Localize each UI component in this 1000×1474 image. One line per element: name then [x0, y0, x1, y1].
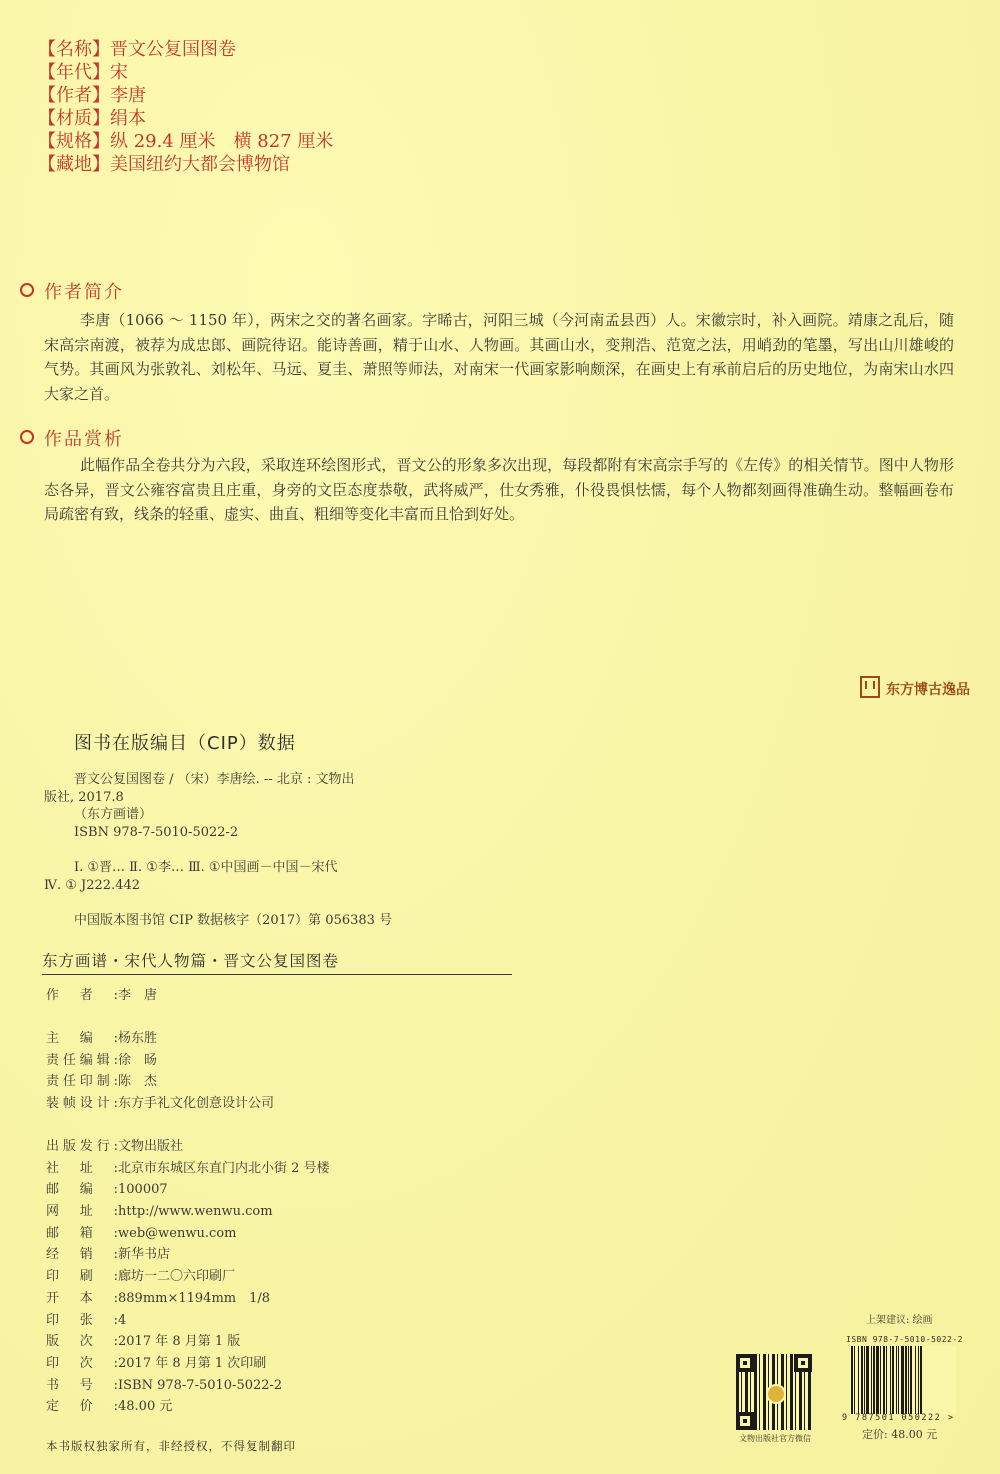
- qr-code-icon: [736, 1354, 812, 1430]
- barcode-isbn: ISBN 978-7-5010-5022-2: [846, 1335, 963, 1344]
- barcode-bar: [880, 1346, 881, 1414]
- credit-value: 北京市东城区东直门内北小街 2 号楼: [118, 1160, 330, 1176]
- credit-key: 邮编:: [46, 1182, 118, 1198]
- credit-row: [46, 1310, 330, 1332]
- qr-logo-icon: [766, 1384, 786, 1404]
- cip-line: Ⅳ. ① J222.442: [44, 877, 141, 893]
- cip-block-2: [44, 859, 464, 894]
- credit-row: [46, 1244, 330, 1266]
- credit-row: [46, 1093, 274, 1115]
- brand-text: 东方博古逸品: [886, 682, 970, 698]
- credit-key: 版次:: [46, 1334, 118, 1350]
- barcode-bar: [896, 1346, 897, 1414]
- cip-line: 中国版本图书馆 CIP 数据核字（2017）第 056383 号: [74, 913, 393, 928]
- credit-value: 陈 杰: [118, 1074, 158, 1090]
- credit-key: 责任编辑:: [46, 1052, 118, 1068]
- cip-line: 版社, 2017.8: [44, 789, 124, 805]
- credit-key: 责任印制:: [46, 1074, 118, 1090]
- credit-value: http://www.wenwu.com: [118, 1204, 273, 1220]
- credit-key: 经销:: [46, 1247, 118, 1263]
- credit-row: [46, 1050, 274, 1072]
- credit-key: 印刷:: [46, 1269, 118, 1285]
- cip-title: 图书在版编目（CIP）数据: [74, 733, 296, 754]
- cip-line: ISBN 978-7-5010-5022-2: [74, 824, 239, 840]
- qr-finder: [736, 1354, 754, 1372]
- credit-key: 装帧设计:: [46, 1096, 118, 1112]
- price-label: 定价: 48.00 元: [862, 1428, 938, 1441]
- brand-logo: [860, 676, 970, 699]
- credit-key: 定价:: [46, 1399, 118, 1415]
- catalog-value: 美国纽约大都会博物馆: [110, 154, 290, 175]
- barcode-bar: [873, 1346, 875, 1414]
- credit-key: 作者:: [46, 988, 118, 1003]
- catalog-label: 【作者】: [38, 85, 110, 106]
- cip-block-1: [44, 771, 464, 841]
- barcode-bar: [876, 1346, 879, 1414]
- credit-value: 廊坊一二〇六印刷厂: [118, 1269, 236, 1285]
- credit-row: [46, 1201, 330, 1223]
- credit-value: 文物出版社: [118, 1139, 184, 1154]
- work-heading: [20, 425, 124, 451]
- catalog-value: 晋文公复国图卷: [110, 39, 236, 60]
- credit-row: [46, 1071, 274, 1093]
- credit-key: 书号:: [46, 1377, 118, 1393]
- cip-line: （东方画谱）: [74, 807, 153, 822]
- credit-value: 100007: [118, 1182, 168, 1198]
- catalog-row: [38, 61, 333, 84]
- catalog-row: [38, 130, 333, 153]
- credit-value: 2017 年 8 月第 1 次印刷: [118, 1355, 267, 1371]
- credit-row: [46, 1158, 330, 1180]
- barcode-bar: [898, 1346, 899, 1414]
- credit-value: 东方手礼文化创意设计公司: [118, 1096, 275, 1112]
- qr-finder: [736, 1412, 754, 1430]
- catalog-label: 【藏地】: [38, 154, 110, 175]
- divider: [42, 974, 512, 975]
- credit-key: 印次:: [46, 1355, 118, 1371]
- catalog-label: 【名称】: [38, 39, 110, 60]
- credit-row: [46, 1028, 274, 1050]
- barcode-bar: [910, 1346, 912, 1414]
- credit-value: web@wenwu.com: [118, 1225, 237, 1241]
- catalog-row: [38, 84, 333, 107]
- barcode-bar: [901, 1346, 904, 1414]
- credit-key: 社址:: [46, 1160, 118, 1176]
- credit-value: 李 唐: [118, 988, 158, 1003]
- credit-value: 徐 旸: [118, 1052, 158, 1068]
- credit-row: [46, 985, 157, 1007]
- barcode-number: 9 787501 050222 >: [842, 1413, 955, 1423]
- credits-editorial: [46, 1028, 274, 1115]
- credit-row: [46, 1266, 330, 1288]
- credit-value: 杨东胜: [118, 1031, 158, 1046]
- catalog-row: [38, 38, 333, 61]
- credit-row: [46, 1375, 330, 1397]
- credit-key: 网址:: [46, 1204, 118, 1220]
- cip-block-3: [44, 912, 464, 930]
- barcode-bar: [851, 1346, 853, 1414]
- barcode-bar: [892, 1346, 894, 1414]
- credit-value: 48.00 元: [118, 1399, 173, 1415]
- barcode-bar: [864, 1346, 865, 1414]
- credit-value: 4: [118, 1312, 127, 1328]
- author-heading: [20, 278, 124, 304]
- credit-value: ISBN 978-7-5010-5022-2: [118, 1377, 283, 1393]
- credit-key: 主编:: [46, 1031, 118, 1046]
- barcode-bar: [886, 1346, 887, 1414]
- work-heading-text: 作品赏析: [44, 429, 124, 450]
- catalog-value: 李唐: [110, 85, 146, 106]
- credit-key: 印张:: [46, 1312, 118, 1328]
- credit-row: [46, 1179, 330, 1201]
- barcode-bar: [915, 1346, 916, 1414]
- barcode-icon: [850, 1346, 956, 1414]
- credit-key: 开本:: [46, 1290, 118, 1306]
- qr-caption: 文物出版社官方微信: [739, 1434, 811, 1443]
- barcode-bar: [918, 1346, 919, 1414]
- barcode-bar: [866, 1346, 869, 1414]
- catalog-row: [38, 153, 333, 176]
- barcode-bar: [854, 1346, 855, 1414]
- work-appreciation: 此幅作品全卷共分为六段，采取连环绘图形式，晋文公的形象多次出现，每段都附有宋高宗手写的《左传》的相关情节。图中人物形态各异，晋文公雍容富贵且庄重，身旁的文臣态度恭敬，武将威严，仕女秀雅，仆役畏惧怯懦，每个人物都刻画得准确生动。整幅画卷布局疏密有致，线条的轻重、虚实、曲直、粗细等变化丰富而且恰到好处。: [44, 456, 954, 523]
- credit-value: 889mm×1194mm 1/8: [118, 1290, 271, 1306]
- catalog-info: [38, 38, 333, 176]
- credit-value: 2017 年 8 月第 1 版: [118, 1334, 241, 1350]
- credits-publishing: [46, 1136, 330, 1418]
- barcode-bar: [861, 1346, 863, 1414]
- qr-code-block: [736, 1354, 814, 1444]
- credit-row: [46, 1136, 330, 1158]
- circle-icon: [20, 430, 34, 444]
- credits-author: [46, 985, 157, 1007]
- cip-line: 晋文公复国图卷 / （宋）李唐绘. -- 北京 : 文物出: [74, 772, 355, 787]
- barcode-bar: [920, 1346, 922, 1414]
- credit-row: [46, 1331, 330, 1353]
- credit-row: [46, 1353, 330, 1375]
- barcode-bar: [908, 1346, 909, 1414]
- catalog-value: 宋: [110, 62, 128, 83]
- catalog-label: 【年代】: [38, 62, 110, 83]
- author-bio: 李唐（1066 ～ 1150 年），两宋之交的著名画家。字晞古，河阳三城（今河南孟县西）人。宋徽宗时，补入画院。靖康之乱后，随宋高宗南渡，被荐为成忠郎、画院待诏。能诗善画，精于山水、人物画。其画山水，变荆浩、范宽之法，用峭劲的笔墨，写出山川雄峻的气势。其画风为张敦礼、刘松年、马远、夏圭、萧照等师法，对南宋一代画家影响颇深，在画史上有承前启后的历史地位，为南宋山水四大家之首。: [44, 311, 954, 403]
- cip-line: Ⅰ. ①晋… Ⅱ. ①李… Ⅲ. ①中国画－中国－宋代: [74, 860, 338, 875]
- seal-icon: [860, 676, 880, 698]
- shelf-suggestion: 上架建议: 绘画: [866, 1315, 933, 1326]
- credit-key: 出版发行:: [46, 1139, 118, 1154]
- credit-row: [46, 1223, 330, 1245]
- catalog-row: [38, 107, 333, 130]
- catalog-label: 【材质】: [38, 108, 110, 129]
- barcode-bar: [883, 1346, 885, 1414]
- barcode-bar: [890, 1346, 891, 1414]
- catalog-value: 绢本: [110, 108, 146, 129]
- book-title: 东方画谱・宋代人物篇・晋文公复国图卷: [42, 952, 340, 970]
- author-heading-text: 作者简介: [44, 282, 124, 303]
- circle-icon: [20, 283, 34, 297]
- barcode-bar: [858, 1346, 859, 1414]
- credit-row: [46, 1288, 330, 1310]
- copyright-notice: 本书版权独家所有，非经授权，不得复制翻印: [46, 1439, 296, 1453]
- qr-finder: [794, 1354, 812, 1372]
- barcode-bar: [871, 1346, 872, 1414]
- catalog-label: 【规格】: [38, 131, 110, 152]
- barcode-bar: [905, 1346, 907, 1414]
- credit-value: 新华书店: [118, 1247, 171, 1263]
- credit-key: 邮箱:: [46, 1225, 118, 1241]
- catalog-value: 纵 29.4 厘米 横 827 厘米: [110, 131, 334, 152]
- credit-row: [46, 1396, 330, 1418]
